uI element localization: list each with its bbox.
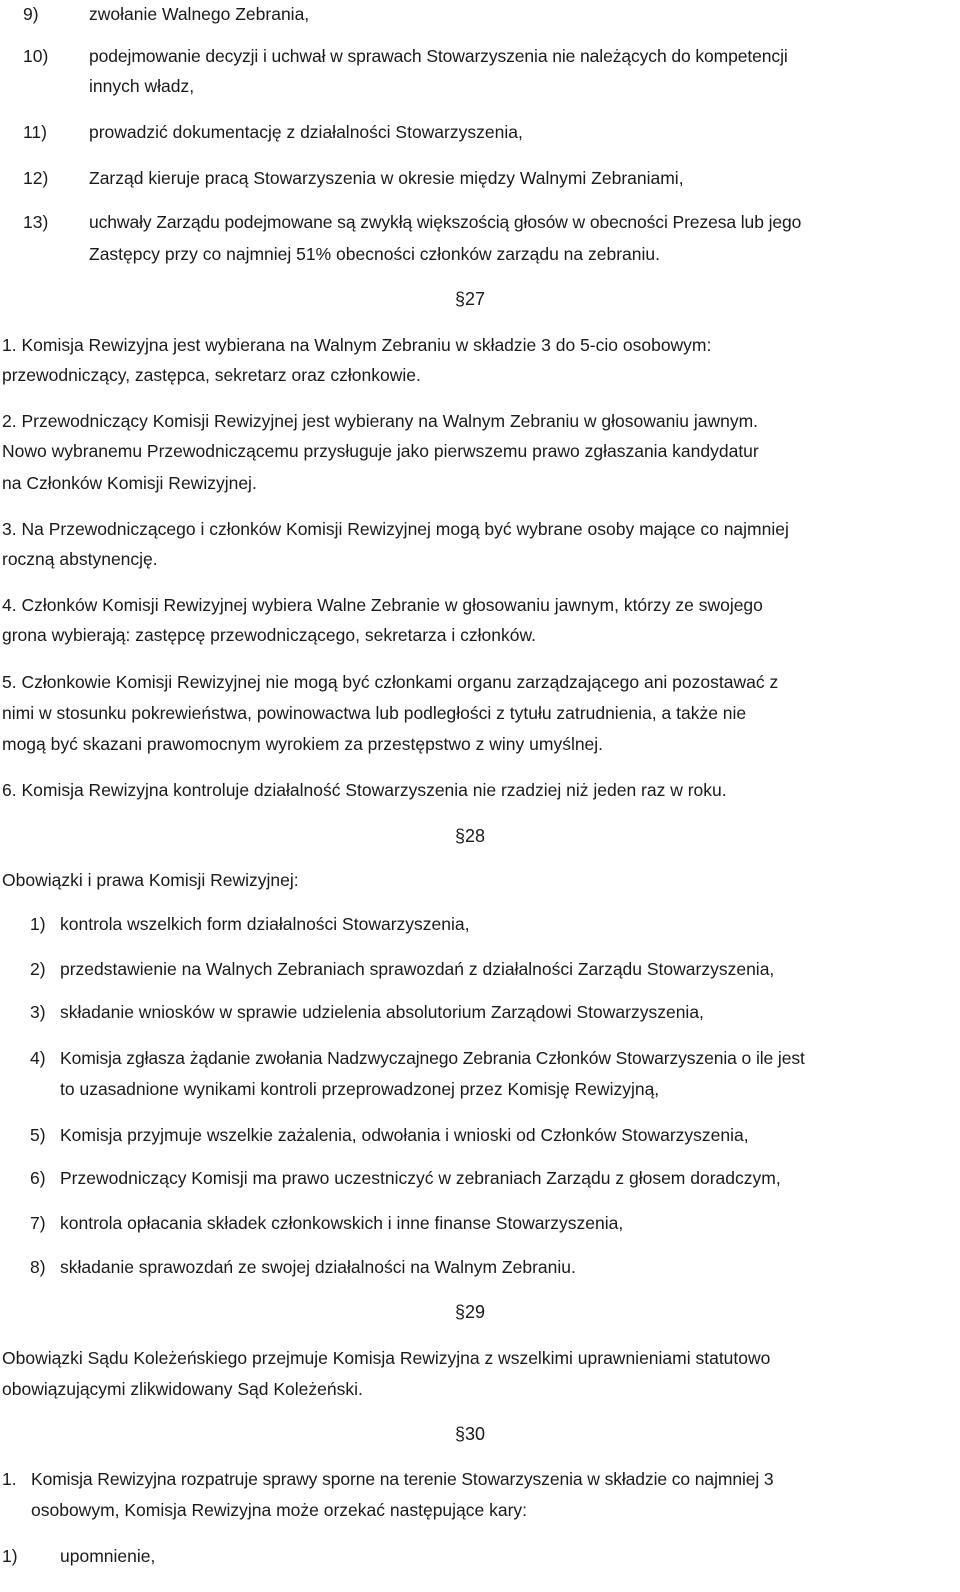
s28-item-4-text: Komisja zgłasza żądanie zwołania Nadzwyczajnego Zebrania Członków Stowarzyszenia o ile jest — [60, 1048, 805, 1068]
s28-item-3-num: 3) — [30, 1002, 46, 1022]
list-item-12-text: Zarząd kieruje pracą Stowarzyszenia w okresie między Walnymi Zebraniami, — [89, 168, 684, 188]
s30-p1-line1: Komisja Rewizyjna rozpatruje sprawy sporne na terenie Stowarzyszenia w składzie co najmniej 3 — [31, 1469, 774, 1489]
s28-item-2-text: przedstawienie na Walnych Zebraniach sprawozdań z działalności Zarządu Stowarzyszenia, — [60, 959, 775, 979]
s27-p4-line1: 4. Członków Komisji Rewizyjnej wybiera Walne Zebranie w głosowaniu jawnym, którzy ze swojego — [2, 595, 763, 615]
list-item-9-text: zwołanie Walnego Zebrania, — [89, 4, 310, 24]
s28-intro: Obowiązki i prawa Komisji Rewizyjnej: — [2, 870, 299, 890]
list-item-10-cont: innych władz, — [89, 76, 195, 96]
s28-item-7-text: kontrola opłacania składek członkowskich i inne finanse Stowarzyszenia, — [60, 1213, 624, 1233]
s28-item-6-num: 6) — [30, 1168, 46, 1188]
list-item-13-text: uchwały Zarządu podejmowane są zwykłą większością głosów w obecności Prezesa lub jego — [89, 212, 802, 232]
s28-item-8-text: składanie sprawozdań ze swojej działalności na Walnym Zebraniu. — [60, 1257, 576, 1277]
s27-p3-line2: roczną abstynencję. — [2, 549, 158, 569]
list-item-13-cont: Zastępcy przy co najmniej 51% obecności członków zarządu na zebraniu. — [89, 244, 660, 264]
s30-item-1-text: upomnienie, — [60, 1546, 156, 1566]
s30-item-1-num: 1) — [2, 1546, 18, 1566]
s28-item-5-text: Komisja przyjmuje wszelkie zażalenia, odwołania i wnioski od Członków Stowarzyszenia, — [60, 1125, 749, 1145]
list-item-9: 9) — [23, 4, 39, 24]
s27-p2-line2: Nowo wybranemu Przewodniczącemu przysługuje jako pierwszemu prawo zgłaszania kandydatur — [2, 441, 759, 461]
s27-p2-line3: na Członków Komisji Rewizyjnej. — [2, 473, 257, 493]
s30-p1-line2: osobowym, Komisja Rewizyjna może orzekać następujące kary: — [31, 1500, 528, 1520]
s28-item-4-num: 4) — [30, 1048, 46, 1068]
s27-p4-line2: grona wybierają: zastępcę przewodniczącego, sekretarza i członków. — [2, 625, 537, 645]
s27-p3-line1: 3. Na Przewodniczącego i członków Komisji Rewizyjnej mogą być wybrane osoby mające co najmniej — [2, 519, 789, 539]
list-item-10-text: podejmowanie decyzji i uchwał w sprawach Stowarzyszenia nie należących do kompetencji — [89, 46, 788, 66]
s27-p1-line1: 1. Komisja Rewizyjna jest wybierana na Walnym Zebraniu w składzie 3 do 5-cio osobowym: — [2, 335, 712, 355]
s29-line1: Obowiązki Sądu Koleżeńskiego przejmuje Komisja Rewizyjna z wszelkimi uprawnieniami statutowo — [2, 1348, 771, 1368]
s28-item-6-text: Przewodniczący Komisji ma prawo uczestniczyć w zebraniach Zarządu z głosem doradczym, — [60, 1168, 781, 1188]
s28-item-1-text: kontrola wszelkich form działalności Stowarzyszenia, — [60, 914, 470, 934]
s28-item-5-num: 5) — [30, 1125, 46, 1145]
s27-p2-line1: 2. Przewodniczący Komisji Rewizyjnej jest wybierany na Walnym Zebraniu w głosowaniu jawnym. — [2, 411, 759, 431]
section-27-heading: §27 — [455, 289, 486, 309]
s29-line2: obowiązującymi zlikwidowany Sąd Koleżeński. — [2, 1379, 363, 1399]
list-item-11-text: prowadzić dokumentację z działalności Stowarzyszenia, — [89, 122, 523, 142]
s27-p1-line2: przewodniczący, zastępca, sekretarz oraz członkowie. — [2, 365, 421, 385]
s28-item-2-num: 2) — [30, 959, 46, 979]
list-item-11-num: 11) — [23, 122, 47, 142]
list-item-10-num: 10) — [23, 46, 49, 66]
section-30-heading: §30 — [455, 1424, 486, 1444]
list-item-12-num: 12) — [23, 168, 49, 188]
s27-p5-line1: 5. Członkowie Komisji Rewizyjnej nie mogą być członkami organu zarządzającego ani pozostawać z — [2, 672, 779, 692]
s28-item-4-cont: to uzasadnione wynikami kontroli przeprowadzonej przez Komisję Rewizyjną, — [60, 1079, 660, 1099]
section-28-heading: §28 — [455, 826, 486, 846]
s28-item-7-num: 7) — [30, 1213, 46, 1233]
s27-p5-line3: mogą być skazani prawomocnym wyrokiem za przestępstwo z winy umyślnej. — [2, 734, 604, 754]
list-item-13-num: 13) — [23, 212, 49, 232]
s27-p6-line1: 6. Komisja Rewizyjna kontroluje działalność Stowarzyszenia nie rzadziej niż jeden raz w roku. — [2, 780, 727, 800]
s28-item-8-num: 8) — [30, 1257, 46, 1277]
s28-item-3-text: składanie wniosków w sprawie udzielenia absolutorium Zarządowi Stowarzyszenia, — [60, 1002, 704, 1022]
s30-p1-num: 1. — [2, 1469, 17, 1489]
s27-p5-line2: nimi w stosunku pokrewieństwa, powinowactwa lub podległości z tytułu zatrudnienia, a także nie — [2, 703, 747, 723]
section-29-heading: §29 — [455, 1302, 486, 1322]
s28-item-1-num: 1) — [30, 914, 46, 934]
